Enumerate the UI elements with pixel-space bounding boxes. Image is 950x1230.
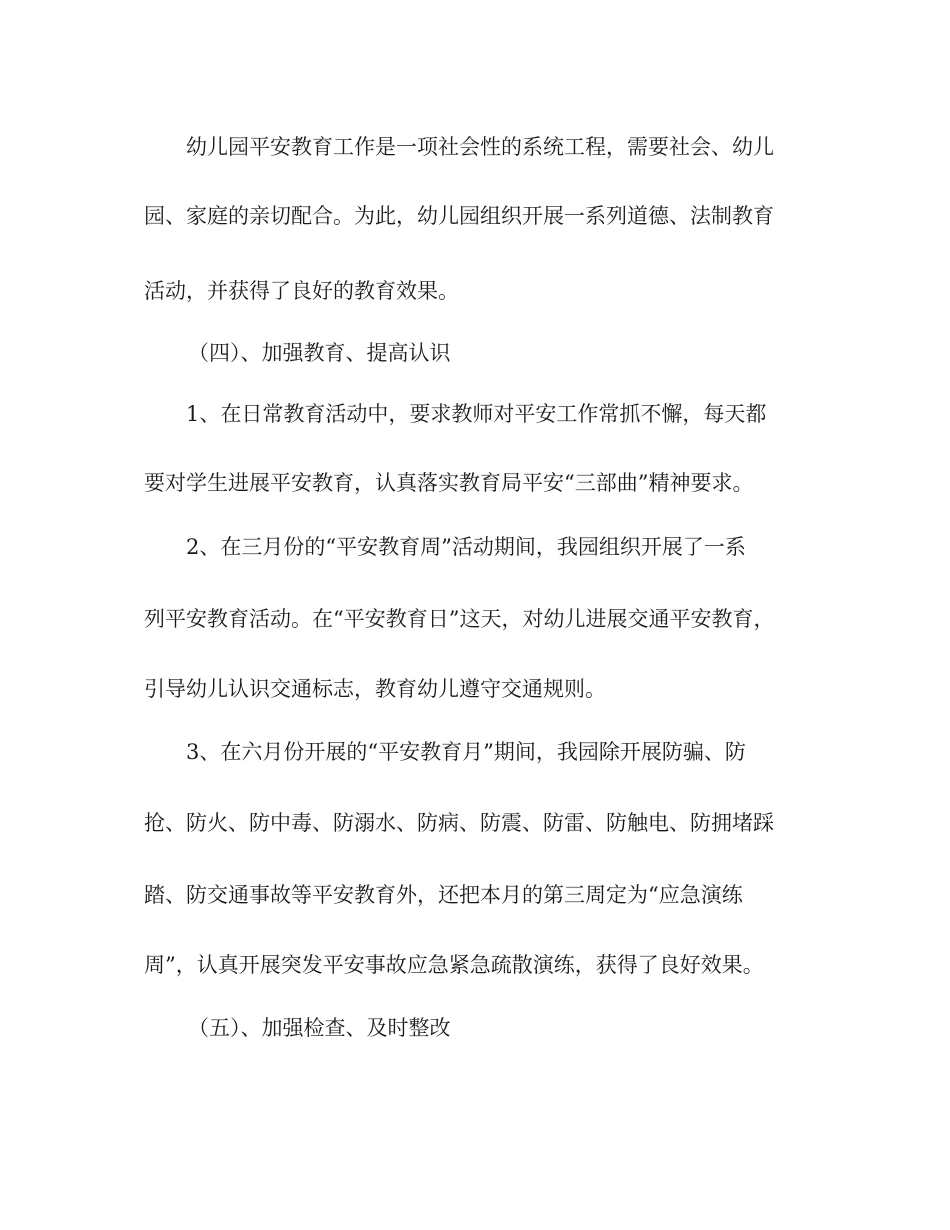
paragraph-line-11: 抢、防火、防中毒、防溺水、防病、防震、防雷、防触电、防拥堵踩 [144,811,774,835]
paragraph-line-10: 3、在六月份开展的“平安教育月”期间，我园除开展防骗、防 [186,740,746,764]
paragraph-line-12: 踏、防交通事故等平安教育外，还把本月的第三周定为“应急演练 [144,883,743,907]
paragraph-line-1: 幼儿园平安教育工作是一项社会性的系统工程，需要社会、幼儿 [186,135,774,159]
paragraph-line-8: 列平安教育活动。在“平安教育日”这天，对幼儿进展交通平安教育， [144,607,775,631]
paragraph-line-2: 园、家庭的亲切配合。为此，幼儿园组织开展一系列道德、法制教育 [144,204,774,228]
paragraph-line-13: 周”，认真开展突发平安事故应急紧急疏散演练，获得了良好效果。 [144,953,764,977]
paragraph-line-7: 2、在三月份的“平安教育周”活动期间，我园组织开展了一系 [186,535,746,559]
section-heading-4: （四）、加强教育、提高认识 [188,341,451,365]
section-heading-5: （五）、加强检查、及时整改 [188,1016,451,1040]
paragraph-line-3: 活动，并获得了良好的教育效果。 [144,279,459,303]
paragraph-line-9: 引导幼儿认识交通标志，教育幼儿遵守交通规则。 [144,677,606,701]
paragraph-line-5: 1、在日常教育活动中，要求教师对平安工作常抓不懈，每天都 [186,402,767,426]
paragraph-line-6: 要对学生进展平安教育，认真落实教育局平安“三部曲”精神要求。 [144,471,754,495]
